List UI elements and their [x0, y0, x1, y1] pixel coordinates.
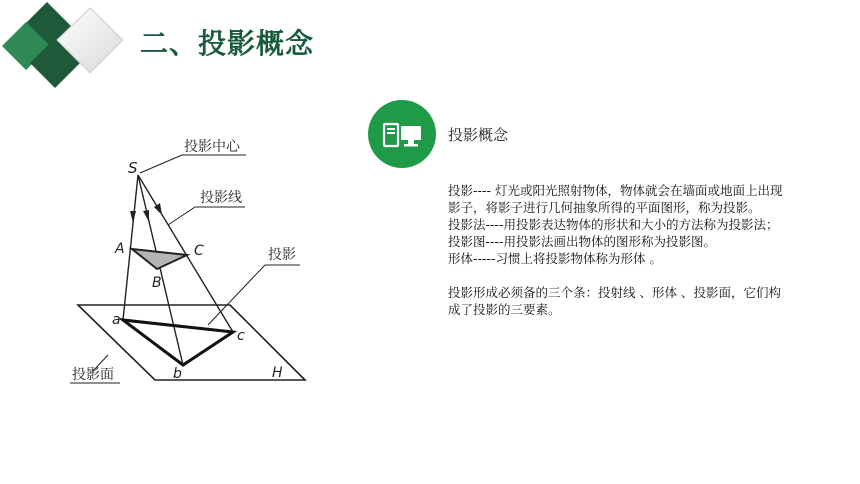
arrow-a [130, 211, 136, 223]
point-s: S [128, 159, 138, 177]
computer-icon [368, 100, 436, 168]
leader-ray [168, 207, 195, 225]
paragraph-projection-drawing: 投影图----用投影法画出物体的图形称为投影图。 [448, 234, 717, 249]
paragraph-three-elements: 投影形成必须备的三个条：投射线 、形体 、投影面，它们构成了投影的三要素。 [448, 285, 781, 317]
point-H: H [272, 365, 283, 381]
point-b: b [173, 366, 182, 382]
arrow-c [154, 203, 162, 215]
leader-center [140, 155, 182, 173]
label-projection-plane: 投影面 [72, 367, 114, 383]
point-A: A [115, 241, 125, 257]
paragraph-projection-method: 投影法----用投影表达物体的形状和大小的方法称为投影法； [448, 217, 779, 232]
point-C: C [194, 243, 204, 259]
page-title: 二、投影概念 [140, 27, 315, 60]
point-c: c [237, 328, 245, 344]
object-triangle [132, 249, 187, 269]
point-B: B [152, 275, 162, 291]
paragraph-body: 形体-----习惯上将投影物体称为形体 。 [448, 251, 663, 266]
label-projection: 投影 [268, 247, 296, 263]
section-badge [368, 100, 436, 168]
label-projection-ray: 投影线 [200, 190, 242, 206]
point-a: a [112, 312, 121, 328]
leader-projection [208, 265, 265, 325]
projection-diagram [60, 125, 320, 395]
body-text [448, 182, 788, 318]
ray-sa [123, 175, 138, 320]
paragraph-projection: 投影---- 灯光或阳光照射物体，物体就会在墙面或地面上出现影子，将影子进行几何抽象所得的平面图形，称为投影。 [448, 183, 783, 215]
label-projection-center: 投影中心 [184, 139, 240, 155]
section-title: 投影概念 [448, 126, 509, 144]
logo-diamonds [0, 0, 130, 100]
arrow-b [143, 210, 149, 222]
